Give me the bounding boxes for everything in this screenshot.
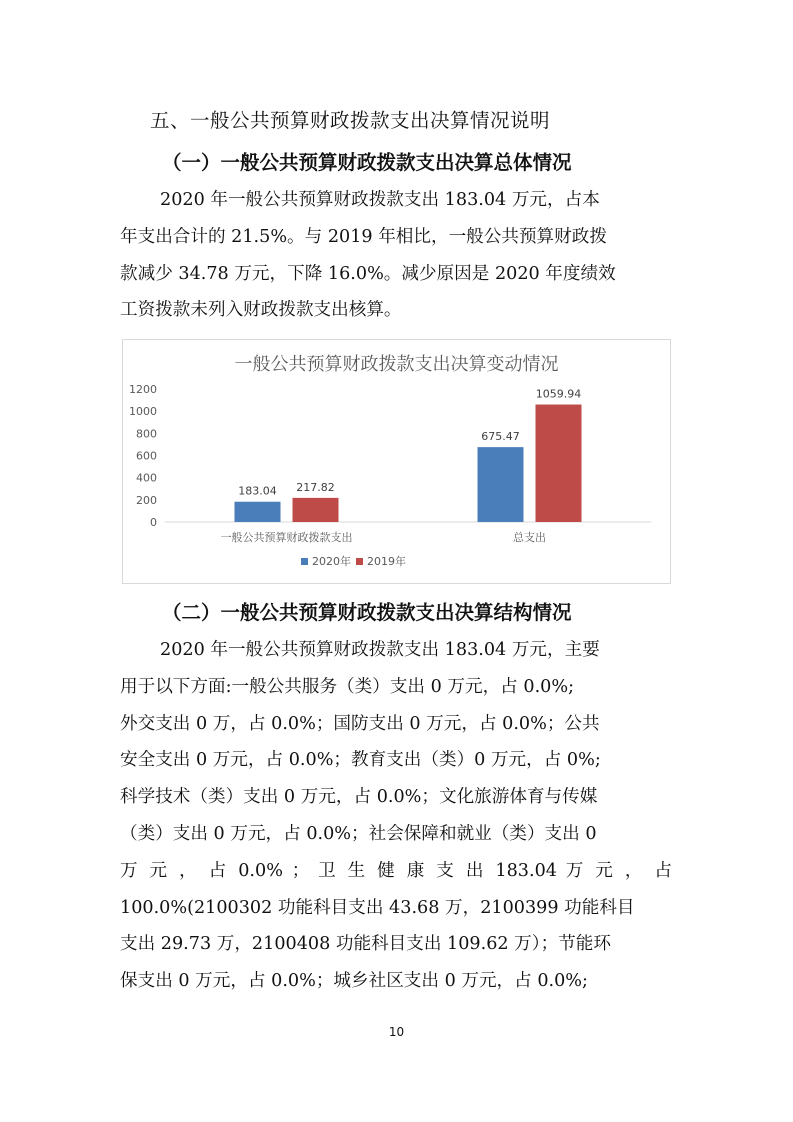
paragraph-line: 工资拨款未列入财政拨款支出核算。 [120, 300, 402, 321]
bar [536, 405, 582, 522]
data-label: 675.47 [481, 430, 520, 444]
y-tick-label: 1000 [129, 405, 157, 419]
legend-swatch [356, 558, 363, 565]
y-tick-label: 1200 [129, 383, 157, 396]
bar [293, 498, 339, 522]
y-tick-label: 800 [136, 427, 157, 441]
paragraph-line: （类）支出 0 万元，占 0.0%；社会保障和就业（类）支出 0 [120, 823, 597, 844]
legend-swatch [301, 558, 308, 565]
paragraph-overall [120, 182, 672, 329]
paragraph-line: 2020 年一般公共预算财政拨款支出 183.04 万元，主要 [160, 640, 600, 660]
paragraph-line: 保支出 0 万元，占 0.0%；城乡社区支出 0 万元，占 0.0%; [120, 971, 588, 992]
data-label: 217.82 [296, 480, 335, 494]
y-tick-label: 400 [136, 471, 157, 485]
subsection-title-structure: （二）一般公共预算财政拨款支出决算结构情况 [162, 601, 572, 624]
paragraph-line: 用于以下方面:一般公共服务（类）支出 0 万元，占 0.0%; [120, 676, 574, 697]
section-title: 五、一般公共预算财政拨款支出决算情况说明 [150, 109, 551, 132]
paragraph-line: 科学技术（类）支出 0 万元，占 0.0%；文化旅游体育与传媒 [120, 787, 598, 808]
paragraph-line: 款减少 34.78 万元，下降 16.0%。减少原因是 2020 年度绩效 [120, 263, 616, 284]
paragraph-line: 100.0%(2100302 功能科目支出 43.68 万，2100399 功能科目 [120, 897, 635, 918]
paragraph-line: 年支出合计的 21.5%。与 2019 年相比，一般公共预算财政拨 [120, 226, 607, 247]
bar-chart-canvas [123, 340, 670, 583]
expenditure-change-chart [122, 339, 671, 584]
page-number: 10 [388, 1025, 405, 1039]
paragraph-line: 外交支出 0 万，占 0.0%；国防支出 0 万元，占 0.0%；公共 [120, 713, 600, 734]
data-label: 183.04 [238, 484, 277, 498]
y-tick-label: 0 [150, 516, 157, 529]
bar [478, 447, 524, 522]
category-label: 一般公共预算财政拨款支出 [220, 531, 353, 544]
bar [235, 502, 281, 522]
paragraph-line: 2020 年一般公共预算财政拨款支出 183.04 万元，占本 [160, 190, 600, 210]
paragraph-line: 支出 29.73 万，2100408 功能科目支出 109.62 万）；节能环 [120, 934, 611, 955]
y-tick-label: 200 [136, 493, 157, 507]
category-label: 总支出 [513, 531, 546, 544]
legend-label: 2020年 [312, 555, 351, 568]
chart-title: 一般公共预算财政拨款支出决算变动情况 [234, 354, 559, 375]
paragraph-line: 安全支出 0 万元，占 0.0%；教育支出（类）0 万元，占 0%; [120, 750, 601, 771]
legend-label: 2019年 [367, 555, 406, 568]
paragraph-structure [120, 632, 672, 1000]
y-tick-label: 600 [136, 449, 157, 463]
data-label: 1059.94 [535, 387, 582, 401]
paragraph-line: 万 元 ， 占 0.0% ； 卫 生 健 康 支 出 183.04 万 元 ， 占 [120, 860, 672, 881]
subsection-title-overall: （一）一般公共预算财政拨款支出决算总体情况 [162, 151, 572, 174]
